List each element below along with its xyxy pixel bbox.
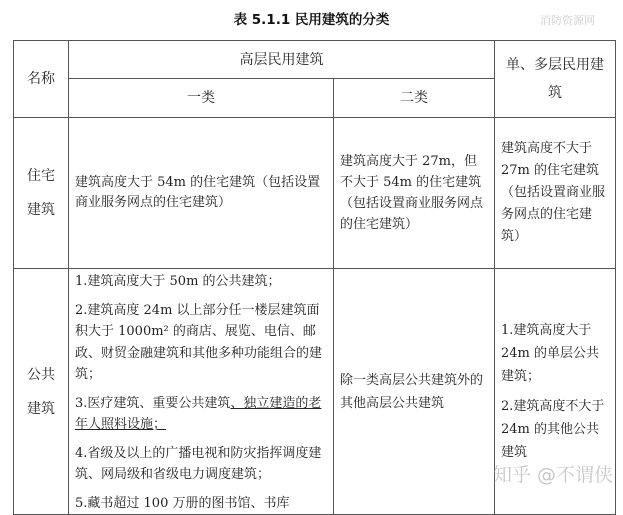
header-class2: 二类 <box>334 79 495 118</box>
header-class1: 一类 <box>69 79 334 118</box>
row-name: 公共建筑 <box>14 269 69 515</box>
criterion-1: 1.建筑高度大于 50m 的公共建筑； <box>75 274 281 289</box>
row-low-rise: 建筑高度不大于 27m 的住宅建筑（包括设置商业服务网点的住宅建筑） <box>495 118 616 269</box>
header-low-rise: 单、多层民用建筑 <box>495 41 616 118</box>
low-rise-criterion-1: 1.建筑高度大于 24m 的单层公共建筑； <box>501 323 600 384</box>
amended-text: 、独立建造的老年人照料设施； <box>75 395 322 432</box>
low-rise-criterion-2: 2.建筑高度不大于 24m 的其他公共建筑 <box>501 399 605 460</box>
table-title: 表 5.1.1 民用建筑的分类 <box>233 12 390 28</box>
criterion-5: 5.藏书超过 100 万册的图书馆、书库 <box>75 495 290 511</box>
table-row <box>14 118 616 269</box>
header-high-rise: 高层民用建筑 <box>69 41 495 79</box>
row-class2: 建筑高度大于 27m，但不大于 54m 的住宅建筑（包括设置商业服务网点的住宅建筑） <box>334 118 495 269</box>
row-name: 住宅建筑 <box>14 118 69 269</box>
row-class2: 除一类高层公共建筑外的其他高层公共建筑 <box>334 269 495 515</box>
watermark-top: 消防资源网 <box>540 14 595 27</box>
criterion-4: 4.省级及以上的广播电视和防灾指挥调度建筑、网局级和省级电力调度建筑； <box>75 445 322 482</box>
criterion-3: 3.医疗建筑、重要公共建筑、独立建造的老年人照料设施； <box>75 395 322 432</box>
row-class1: 建筑高度大于 54m 的住宅建筑（包括设置商业服务网点的住宅建筑） <box>69 118 334 269</box>
watermark-bottom: 知乎 @不谓侠 <box>493 464 614 486</box>
header-name: 名称 <box>14 41 69 118</box>
classification-table <box>13 40 616 515</box>
criterion-2: 2.建筑高度 24m 以上部分任一楼层建筑面积大于 1000m² 的商店、展览、电信、邮政、财贸金融建筑和其他多种功能组合的建筑； <box>75 302 323 382</box>
